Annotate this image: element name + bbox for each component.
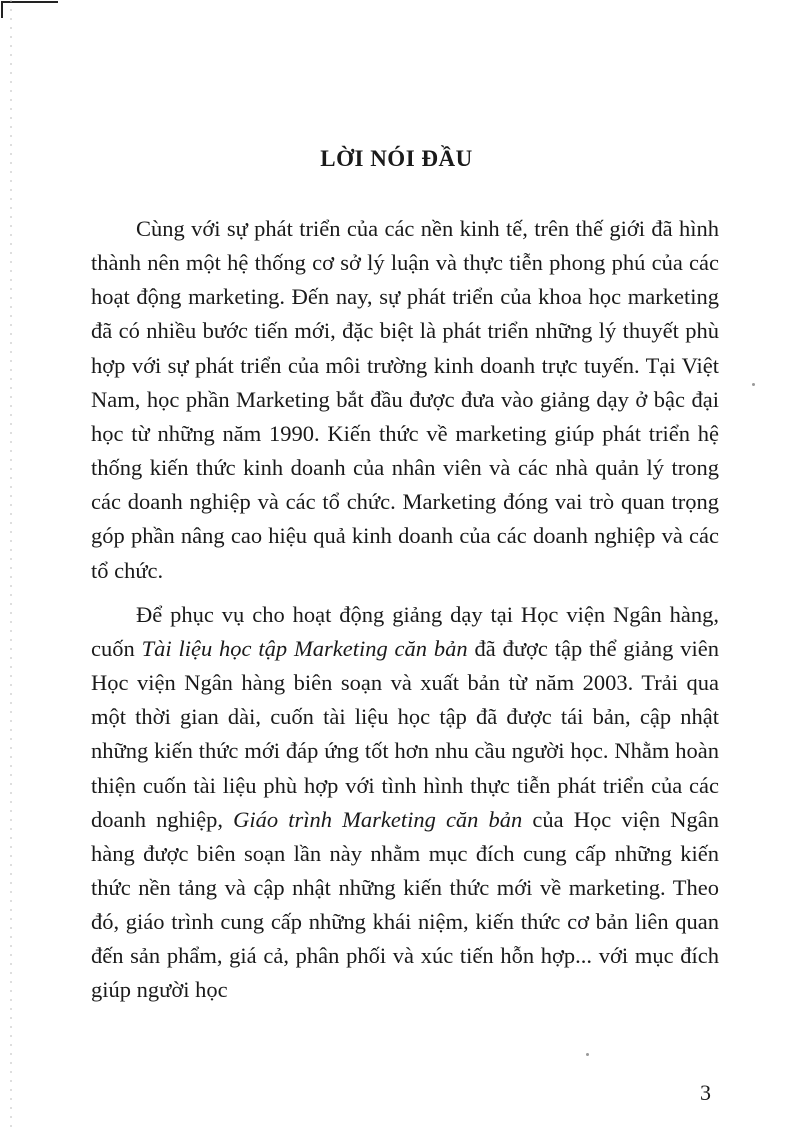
book-title-old: Tài liệu học tập Marketing căn bản (141, 635, 468, 661)
paragraph-1-text: Cùng với sự phát triển của các nền kinh tế, trên thế giới đã hình thành nên một hệ thống cơ sở lý luận và thực tiễn phong phú của các hoạt động marketing. Đến nay, sự phát triển của khoa học marketing đã có nhiều bước tiến mới, đặc biệt là phát triển những lý thuyết phù hợp với sự phát triển của môi trường kinh doanh trực tuyến. Tại Việt Nam, học phần Marketing bắt đầu được đưa vào giảng dạy ở bậc đại học từ những năm 1990. Kiến thức về marketing giúp phát triển hệ thống kiến thức kinh doanh của nhân viên và các nhà quản lý trong các doanh nghiệp và các tổ chức. Marketing đóng vai trò quan trọng góp phần nâng cao hiệu quả kinh doanh của các doanh nghiệp và các tổ chức. (91, 216, 719, 583)
scan-speck (752, 383, 755, 386)
page-number: 3 (700, 1080, 711, 1105)
paragraph-2-text-b: đã được tập thể giảng viên Học viện Ngân hàng biên soạn và xuất bản từ năm 2003. Trải qua một thời gian dài, cuốn tài liệu học tập đã được tái bản, cập nhật những kiến thức mới đáp ứng tốt hơn nhu cầu người học. Nhằm hoàn thiện cuốn tài liệu phù hợp với tình hình thực tiễn phát triển của các doanh nghiệp, (91, 635, 719, 832)
page-title: LỜI NÓI ĐẦU (320, 146, 473, 171)
paragraph-1 (91, 212, 719, 588)
paragraph-2-text-c: của Học viện Ngân hàng được biên soạn lần này nhằm mục đích cung cấp những kiến thức nền tảng và cập nhật những kiến thức mới về marketing. Theo đó, giáo trình cung cấp những khái niệm, kiến thức cơ bản liên quan đến sản phẩm, giá cả, phân phối và xúc tiến hỗn hợp... với mục đích giúp người học (91, 806, 719, 1003)
scan-speck (586, 1053, 589, 1056)
paragraph-2-text-a: Để phục vụ cho hoạt động giảng dạy tại Học viện Ngân hàng, cuốn (91, 601, 719, 661)
paragraph-2 (91, 598, 719, 1008)
book-title-new: Giáo trình Marketing căn bản (233, 806, 523, 832)
scan-corner-mark (0, 0, 60, 20)
body-text (91, 212, 719, 1008)
